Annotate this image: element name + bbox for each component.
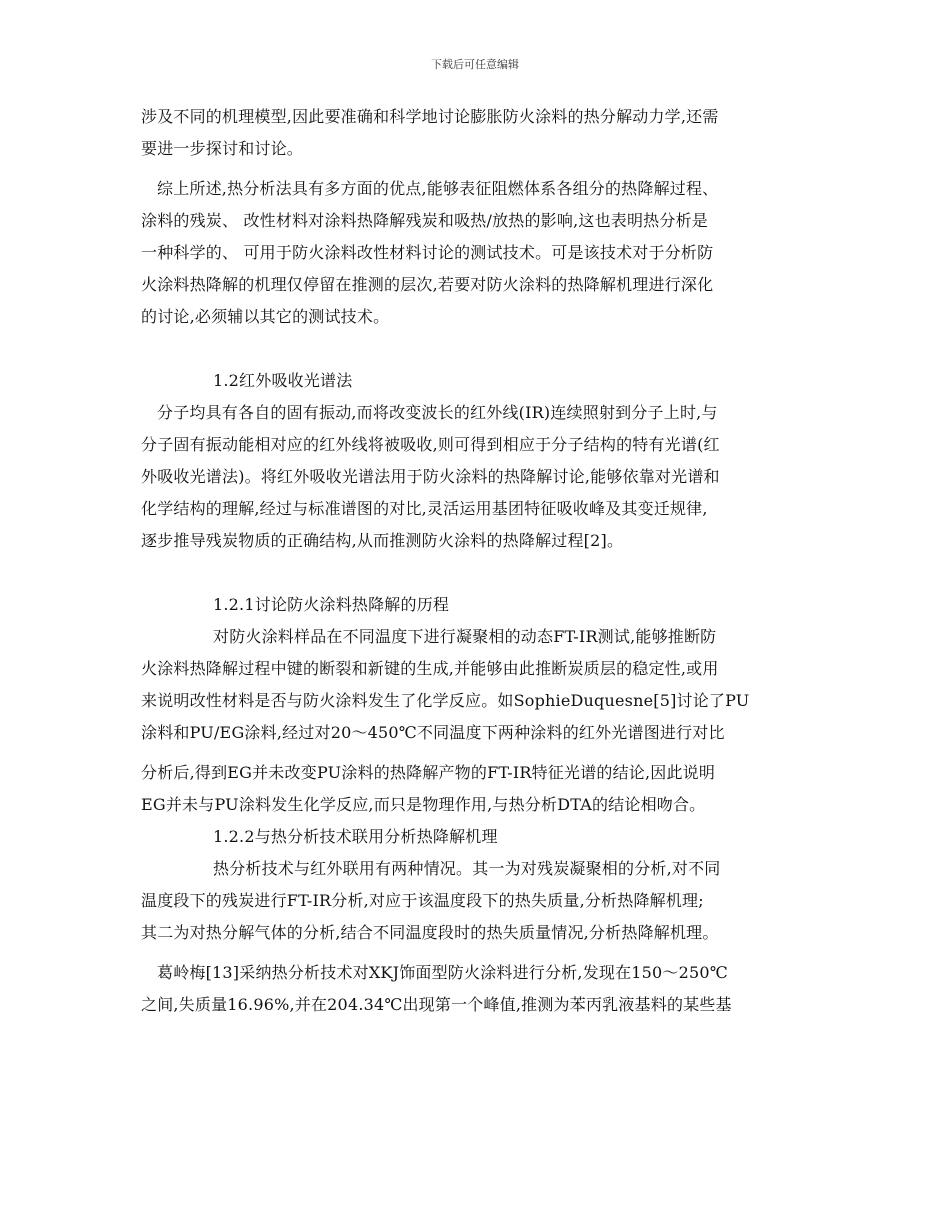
text-line: 逐步推导残炭物质的正确结构,从而推测防火涂料的热降解过程[2]。 [141,531,624,550]
paragraph-spacer [141,949,813,957]
text-line: EG并未与PU涂料发生化学反应,而只是物理作用,与热分析DTA的结论相吻合。 [141,795,706,814]
text-line: 涂料的残炭、 改性材料对涂料热降解残炭和吸热/放热的影响,这也表明热分析是 [141,211,708,230]
text-line: 要进一步探讨和讨论。 [141,139,304,158]
text-line: 涂料和PU/EG涂料,经过对20～450℃不同温度下两种涂料的红外光谱图进行对比 [141,723,725,742]
paragraph-spacer [141,749,813,757]
text-line: 之间,失质量16.96%,并在204.34℃出现第一个峰值,推测为苯丙乳液基料的某些基 [141,995,732,1014]
blank-line [141,333,813,365]
text-line: 温度段下的残炭进行FT-IR分析,对应于该温度段下的热失质量,分析热降解机理; [141,891,704,910]
text-line: 外吸收光谱法)。将红外吸收光谱法用于防火涂料的热降解讨论,能够依靠对光谱和 [141,467,720,486]
text-line: 其二为对热分解气体的分析,结合不同温度段时的热失质量情况,分析热降解机理。 [141,923,719,942]
document-body [141,101,813,1021]
text-line: 火涂料热降解的机理仅停留在推测的层次,若要对防火涂料的热降解机理进行深化 [141,275,714,294]
text-line: 化学结构的理解,经过与标准谱图的对比,灵活运用基团特征吸收峰及其变迁规律, [141,499,708,518]
text-line: 分子固有振动能相对应的红外线将被吸收,则可得到相应于分子结构的特有光谱(红 [141,435,720,454]
paragraph-spacer [141,165,813,173]
text-line: 的讨论,必须辅以其它的测试技术。 [141,307,390,326]
text-line: 对防火涂料样品在不同温度下进行凝聚相的动态FT-IR测试,能够推断防 [213,627,717,646]
text-line: 综上所述,热分析法具有多方面的优点,能够表征阻燃体系各组分的热降解过程、 [157,179,719,198]
text-line: 1.2.2与热分析技术联用分析热降解机理 [213,827,498,846]
text-line: 火涂料热降解过程中键的断裂和新键的生成,并能够由此推断炭质层的稳定性,或用 [141,659,719,678]
blank-line [141,557,813,589]
text-line: 分析后,得到EG并未改变PU涂料的热降解产物的FT-IR特征光谱的结论,因此说明 [141,763,716,782]
text-line: 葛岭梅[13]采纳热分析技术对XKJ饰面型防火涂料进行分析,发现在150～250℃ [157,963,728,982]
text-line: 1.2红外吸收光谱法 [213,371,353,390]
page-header: 下载后可任意编辑 [431,58,519,71]
text-line: 热分析技术与红外联用有两种情况。其一为对残炭凝聚相的分析,对不同 [213,859,721,878]
text-line: 一种科学的、 可用于防火涂料改性材料讨论的测试技术。可是该技术对于分析防 [141,243,714,262]
text-line: 来说明改性材料是否与防火涂料发生了化学反应。如SophieDuquesne[5]讨论了PU [141,691,750,710]
text-line: 涉及不同的机理模型,因此要准确和科学地讨论膨胀防火涂料的热分解动力学,还需 [141,107,719,126]
text-line: 分子均具有各自的固有振动,而将改变波长的红外线(IR)连续照射到分子上时,与 [157,403,718,422]
text-line: 1.2.1讨论防火涂料热降解的历程 [213,595,450,614]
